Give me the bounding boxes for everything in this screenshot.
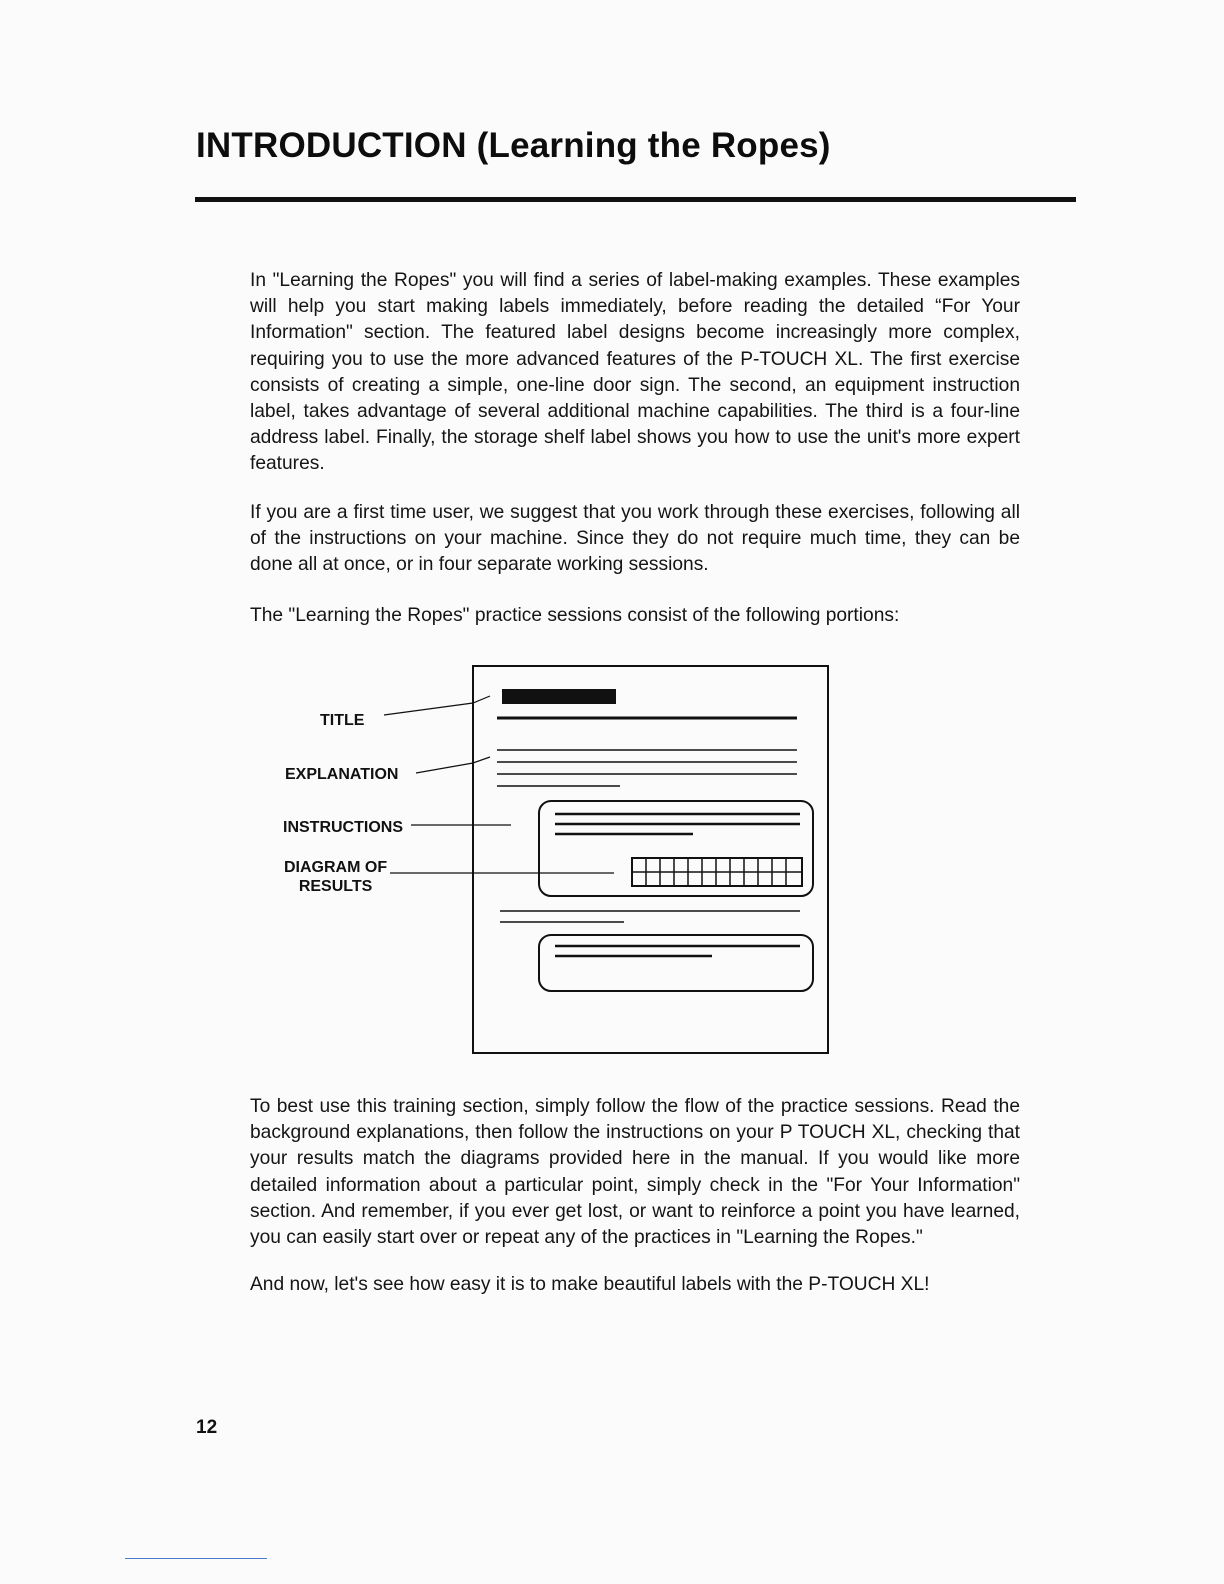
- diagram-label-line1: DIAGRAM OF: [284, 859, 388, 876]
- diagram-label-instructions: INSTRUCTIONS: [283, 819, 403, 836]
- leader-line-title: [384, 696, 490, 715]
- diagram-label-diagram-of-results: [284, 858, 387, 896]
- diagram-results-grid: [632, 858, 802, 886]
- intro-paragraph-4: To best use this training section, simply follow the flow of the practice sessions. Read the background explanations, then follow the instructions on your P TOUCH XL, checking that your results match the diagrams provided here in the manual. If you would like more detailed information about a particular point, simply check in the "For Your Information" section. And remember, if you ever get lost, or want to reinforce a point you have learned, you can easily start over or repeat any of the practices in "Learning the Ropes.": [250, 1096, 1020, 1249]
- diagram-page-frame: [473, 666, 828, 1053]
- diagram-label-explanation: EXPLANATION: [285, 766, 399, 783]
- intro-paragraph-2: If you are a first time user, we suggest that you work through these exercises, following all of the instructions on your machine. Since they do not require much time, they can be done all at once, or in four separate working sessions.: [250, 502, 1020, 576]
- intro-paragraph-3: The "Learning the Ropes" practice sessions consist of the following portions:: [250, 605, 900, 626]
- diagram-instruction-box: [539, 935, 813, 991]
- diagram-title-block: [502, 689, 616, 704]
- page-number: 12: [196, 1417, 218, 1438]
- page-title: INTRODUCTION (Learning the Ropes): [196, 126, 831, 165]
- intro-paragraph-5: And now, let's see how easy it is to make beautiful labels with the P-TOUCH XL!: [250, 1274, 930, 1295]
- footer-line: [125, 1558, 267, 1559]
- intro-paragraph-1: In "Learning the Ropes" you will find a series of label-making examples. These examples will help you start making labels immediately, before reading the detailed “For Your Information" section. The featured label designs become increasingly more complex, requiring you to use the more advanced features of the P-TOUCH XL. The first exercise consists of creating a simple, one-line door sign. The second, an equipment instruction label, takes advantage of several additional machine capabilities. The third is a four-line address label. Finally, the storage shelf label shows you how to use the unit's more expert features.: [250, 270, 1020, 475]
- diagram-label-line2: RESULTS: [298, 878, 373, 895]
- diagram-label-title: TITLE: [320, 712, 365, 729]
- leader-line-explanation: [416, 757, 490, 773]
